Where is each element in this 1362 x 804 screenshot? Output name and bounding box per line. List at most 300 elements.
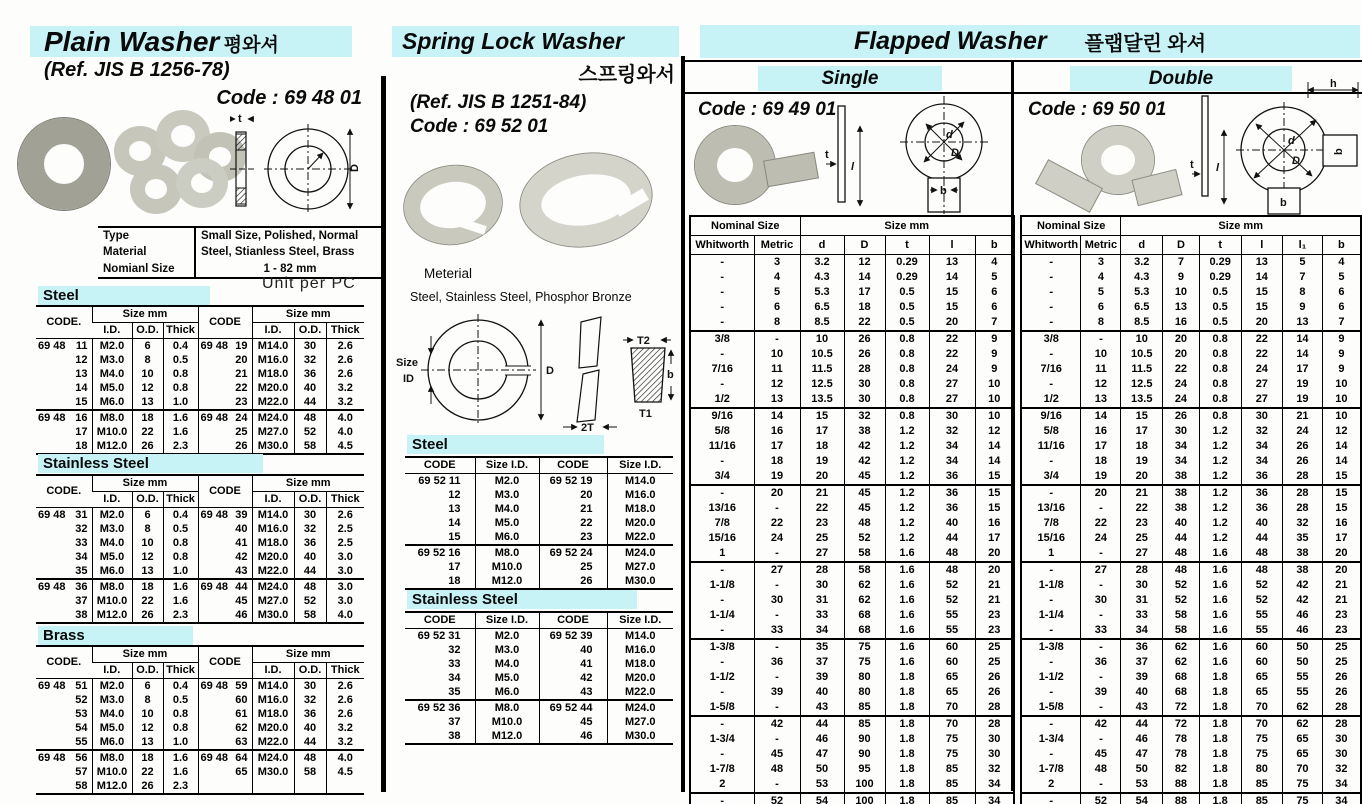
section-steel: Steel [38, 286, 210, 305]
cell: M20.0 [252, 721, 294, 735]
cell: 68 [844, 623, 885, 639]
cell: 44 [800, 716, 844, 732]
cell: 3.0 [326, 579, 364, 594]
cell: 20 [929, 315, 975, 331]
cell: 48 [929, 546, 975, 562]
cell: 37 [448, 715, 461, 728]
column-header: CODE [539, 612, 607, 629]
cell: 26 [132, 439, 163, 454]
cell: M3.0 [92, 693, 132, 707]
cell: M3.0 [92, 522, 132, 536]
spring-lock-code: Code : 69 52 01 [410, 116, 549, 137]
cell: 23 [1322, 608, 1361, 623]
cell: - [690, 562, 754, 578]
cell: 10 [800, 331, 844, 347]
column-header: CODE [539, 457, 607, 474]
dim-label-t: t [1190, 159, 1194, 171]
cell: 14 [1322, 454, 1361, 469]
cell: 1.0 [163, 735, 198, 750]
cell: 4 [975, 255, 1014, 271]
cell: 22 [929, 331, 975, 347]
cell: 21 [539, 502, 607, 516]
cell: - [1081, 608, 1121, 623]
cell: M4.0 [92, 707, 132, 721]
cell: 0.8 [163, 707, 198, 721]
cell: 2.6 [326, 707, 364, 721]
plain-steel [36, 305, 364, 455]
dim-label-t: t [238, 113, 242, 125]
cell: 12.5 [800, 377, 844, 392]
cell: 22 [844, 315, 885, 331]
cell: M10.0 [92, 425, 132, 439]
table-row [690, 732, 1014, 747]
table-row [405, 671, 673, 685]
cell: 22 [132, 765, 163, 779]
cell: 17 [1283, 362, 1323, 377]
cell: 8.5 [1121, 315, 1163, 331]
cell: 44 [1241, 531, 1283, 546]
cell: 3.0 [326, 594, 364, 608]
cell: 69 52 39 [539, 629, 607, 644]
cell: M18.0 [252, 707, 294, 721]
cell: 30 [1241, 408, 1283, 424]
cell: - [690, 485, 754, 501]
cell: 4.0 [326, 750, 364, 765]
cell: 1-7/8 [709, 763, 735, 775]
cell: 1.6 [885, 593, 929, 608]
cell: 13 [1163, 300, 1200, 315]
cell: 43 [800, 700, 844, 716]
cell: 0.8 [163, 550, 198, 564]
cell: 19 [800, 454, 844, 469]
cell: 6 [132, 508, 163, 523]
cell: 42 [1081, 716, 1121, 732]
cell: 1-3/8 [1021, 639, 1081, 655]
cell: 13 [929, 255, 975, 271]
cell: 42 [539, 671, 607, 685]
cell: 38 [1283, 546, 1323, 562]
cell: 52 [294, 425, 326, 439]
plain-washer-title-bar [30, 26, 352, 57]
cell: 48 [294, 750, 326, 765]
cell: 38 [1163, 469, 1200, 485]
column-divider [381, 76, 386, 792]
cell: 46 [1121, 732, 1163, 747]
cell: 15 [1241, 300, 1283, 315]
cell: 70 [929, 716, 975, 732]
code-cell: 21 [198, 367, 252, 381]
cell: 52 [929, 593, 975, 608]
cell: 15 [975, 485, 1014, 501]
cell: 19 [1283, 377, 1323, 392]
cell: 36 [294, 707, 326, 721]
cell: 32 [975, 762, 1014, 777]
column-header: CODE [405, 612, 475, 629]
cell: 1.8 [885, 685, 929, 700]
table-row [36, 707, 364, 721]
cell: 48 [1241, 546, 1283, 562]
cell: 16 [1322, 516, 1361, 531]
cell: 1.6 [1199, 655, 1241, 670]
cell: 34 [1322, 777, 1361, 793]
cell: - [720, 271, 725, 283]
table-row [690, 347, 1014, 362]
cell: 1.8 [1199, 700, 1241, 716]
spring-lock-ref: (Ref. JIS B 1251-84) [410, 92, 587, 113]
table-row [690, 392, 1014, 408]
cell: 3/4 [714, 470, 730, 482]
cell: 42 [1283, 593, 1323, 608]
cell: 24 [1163, 392, 1200, 408]
cell: 69 52 19 [539, 474, 607, 489]
column-header: Size mm [92, 306, 198, 323]
cell: 1.2 [885, 439, 929, 454]
cell: 30 [975, 747, 1014, 762]
dim-label-b: b [1280, 197, 1287, 209]
cell: 6 [1081, 300, 1121, 315]
cell: M2.0 [475, 474, 539, 489]
cell: 80 [844, 685, 885, 700]
cell: - [754, 331, 800, 347]
cell: 65 [929, 685, 975, 700]
cell: 2.3 [163, 779, 198, 794]
cell: - [1049, 271, 1054, 283]
cell: 17 [448, 560, 461, 573]
cell: 80 [1241, 762, 1283, 777]
dim-label-b: b [1333, 148, 1345, 155]
cell: 8 [132, 353, 163, 367]
code-cell: 15 [75, 395, 88, 408]
double-header: Double [1070, 66, 1292, 91]
cell: 4.0 [326, 608, 364, 623]
cell: 1.6 [1199, 578, 1241, 593]
cell: M18.0 [607, 502, 673, 516]
cell: - [1081, 501, 1121, 516]
cell: 12 [132, 550, 163, 564]
cell: 1.8 [1199, 732, 1241, 747]
cell: 0.8 [163, 367, 198, 381]
table-row [36, 693, 364, 707]
cell: M8.0 [92, 579, 132, 594]
table-row [1021, 670, 1361, 685]
cell: 0.8 [885, 392, 929, 408]
cell: 8 [1081, 315, 1121, 331]
cell: M10.0 [92, 594, 132, 608]
cell: 34 [800, 623, 844, 639]
table-row [1021, 408, 1361, 424]
cell: 11.5 [800, 362, 844, 377]
cell: 19 [1121, 454, 1163, 469]
code-cell: 69 48 64 [198, 750, 252, 765]
cell: 45 [844, 485, 885, 501]
cell: 10 [975, 408, 1014, 424]
cell: 28 [1283, 485, 1323, 501]
cell: 32 [929, 424, 975, 439]
cell: 10 [975, 392, 1014, 408]
code-cell: 57 [75, 765, 88, 778]
cell: 36 [929, 485, 975, 501]
cell: 40 [294, 721, 326, 735]
cell: 6 [132, 339, 163, 354]
spring-steel [405, 456, 673, 590]
cell: 18 [754, 454, 800, 469]
cell: 9 [1322, 347, 1361, 362]
cell: 44 [929, 531, 975, 546]
cell: 6 [754, 300, 800, 315]
cell: 16 [1081, 424, 1121, 439]
spring-lock-title: Spring Lock Washer [402, 28, 624, 54]
column-header: CODE. [36, 306, 92, 339]
table-row [36, 750, 364, 765]
cell: 33 [448, 657, 461, 670]
column-header: I.D. [92, 492, 132, 508]
cell: 1.6 [163, 765, 198, 779]
cell: 18 [132, 579, 163, 594]
cell: 75 [1283, 777, 1323, 793]
cell: M30.0 [252, 608, 294, 623]
cell: 34 [1163, 439, 1200, 454]
cell: 10 [132, 707, 163, 721]
cell: 36 [754, 655, 800, 670]
cell: 3.2 [326, 395, 364, 410]
cell: 10 [1081, 347, 1121, 362]
cell: 14 [844, 270, 885, 285]
cell: M14.0 [607, 629, 673, 644]
cell: 50 [1121, 762, 1163, 777]
cell [294, 779, 326, 794]
header-row [1021, 216, 1361, 236]
header-row [405, 612, 673, 629]
code-cell: 69 48 31 [38, 508, 88, 521]
cell: 5/8 [1043, 425, 1059, 437]
cell: 48 [754, 762, 800, 777]
cell: 26 [975, 670, 1014, 685]
cell: 95 [844, 762, 885, 777]
cell: 8 [1283, 285, 1323, 300]
cell: 4.0 [326, 425, 364, 439]
cell: 28 [844, 362, 885, 377]
plain-washer-code: Code : 69 48 01 [216, 87, 362, 109]
code-cell: 52 [75, 693, 88, 706]
cell: 58 [294, 439, 326, 454]
cell: 22 [132, 594, 163, 608]
column-header: Size mm [1121, 216, 1361, 236]
cell: 34 [1322, 793, 1361, 804]
cell: M22.0 [607, 530, 673, 545]
code-cell: 17 [75, 425, 88, 438]
cell: 10.5 [800, 347, 844, 362]
cell: 13 [1241, 255, 1283, 271]
cell: 34 [975, 793, 1014, 804]
cell: - [1021, 485, 1081, 501]
column-header: Thick [326, 323, 364, 339]
cell: M20.0 [252, 381, 294, 395]
cell: - [1021, 716, 1081, 732]
column-header: d [1121, 236, 1163, 255]
cell: - [720, 594, 725, 606]
cell: 1.2 [885, 516, 929, 531]
cell: - [1049, 656, 1054, 668]
cell: 12 [975, 424, 1014, 439]
cell: M16.0 [252, 353, 294, 367]
cell: M20.0 [252, 550, 294, 564]
table-row [36, 579, 364, 594]
cell: M18.0 [607, 657, 673, 671]
cell: 30 [1322, 747, 1361, 762]
cell: 9 [1322, 362, 1361, 377]
cell: 62 [1283, 700, 1323, 716]
cell: 53 [800, 777, 844, 793]
cell: 28 [975, 716, 1014, 732]
plain-washer-ref: (Ref. JIS B 1256-78) [44, 59, 230, 81]
cell: 45 [1081, 747, 1121, 762]
cell: 20 [975, 562, 1014, 578]
cell: 6 [132, 679, 163, 694]
cell: 1-1/4 [709, 609, 735, 621]
cell: 28 [1283, 469, 1323, 485]
cell: 55 [929, 608, 975, 623]
cell: 50 [1283, 655, 1323, 670]
cell: 36 [929, 469, 975, 485]
cell: 26 [539, 574, 607, 589]
cell: 52 [844, 531, 885, 546]
cell: 4 [1322, 255, 1361, 271]
single-table-table [689, 215, 1015, 804]
table-row [690, 408, 1014, 424]
cell: 48 [294, 579, 326, 594]
code-cell: 42 [198, 550, 252, 564]
cell: - [1049, 316, 1054, 328]
cell: M8.0 [92, 750, 132, 765]
cell: 48 [294, 410, 326, 425]
cell: 69 52 24 [539, 545, 607, 560]
code-cell: 46 [198, 608, 252, 623]
cell: 62 [844, 593, 885, 608]
cell: 33 [800, 608, 844, 623]
table-row [36, 522, 364, 536]
cell: 85 [844, 700, 885, 716]
section-stainless-steel: Stainless Steel [38, 454, 263, 473]
column-header: Size I.D. [607, 612, 673, 629]
cell: 30 [1081, 593, 1121, 608]
cell: 44 [294, 564, 326, 579]
cell: 0.5 [163, 693, 198, 707]
section-brass: Brass [38, 626, 193, 645]
cell: 13 [132, 564, 163, 579]
dim-label-T2: T2 [637, 335, 650, 347]
cell: 3.2 [326, 721, 364, 735]
code-cell: 69 48 51 [38, 679, 88, 692]
spring-steel-table [405, 456, 673, 590]
column-header: I.D. [252, 492, 294, 508]
cell: 42 [844, 454, 885, 469]
cell: M12.0 [475, 729, 539, 744]
column-header: Size mm [800, 216, 1014, 236]
cell: 30 [294, 339, 326, 354]
cell: 38 [1163, 485, 1200, 501]
cell: 6.5 [800, 300, 844, 315]
cell: 14 [1081, 408, 1121, 424]
cell: - [720, 656, 725, 668]
cell: 1-3/4 [709, 733, 735, 745]
cell: 48 [1081, 762, 1121, 777]
cell: 65 [1283, 747, 1323, 762]
cell: 1.8 [1199, 777, 1241, 793]
cell: 11 [1081, 362, 1121, 377]
cell: 31 [1121, 593, 1163, 608]
cell: 17 [975, 531, 1014, 546]
cell: 2.5 [326, 522, 364, 536]
cell: 34 [929, 454, 975, 469]
cell: 30 [1322, 732, 1361, 747]
table-row [98, 244, 384, 260]
cell: 48 [1163, 562, 1200, 578]
code-cell: 35 [75, 564, 88, 577]
washer-image [176, 158, 228, 208]
plain-brass [36, 645, 364, 795]
cell: 1.2 [1199, 424, 1241, 439]
cell: 16 [975, 516, 1014, 531]
column-header: CODE. [36, 646, 92, 679]
cell: 12 [132, 721, 163, 735]
cell: 13.5 [1121, 392, 1163, 408]
cell: M24.0 [252, 750, 294, 765]
cell: 46 [800, 732, 844, 747]
dim-label-d: d [946, 129, 953, 141]
cell: 25 [800, 531, 844, 546]
cell: 34 [1121, 623, 1163, 639]
cell: 23 [975, 608, 1014, 623]
flapped-washer-title-korean: 플랩달린 와셔 [1084, 33, 1207, 55]
cell: 1.8 [885, 670, 929, 685]
cell: 1.2 [1199, 501, 1241, 516]
cell: 15 [975, 469, 1014, 485]
cell: 24 [1241, 362, 1283, 377]
table-row [36, 550, 364, 564]
cell: 24 [1081, 531, 1121, 546]
header-row [405, 457, 673, 474]
code-cell: 65 [198, 765, 252, 779]
table-row [1021, 362, 1361, 377]
cell: 53 [1121, 777, 1163, 793]
cell: 24 [1283, 424, 1323, 439]
cell: 3/4 [1043, 470, 1059, 482]
cell: M18.0 [252, 536, 294, 550]
cell: 1.6 [885, 562, 929, 578]
cell: 47 [800, 747, 844, 762]
cell: 5 [1283, 255, 1323, 271]
cell: 25 [975, 639, 1014, 655]
cell: M14.0 [252, 339, 294, 354]
cell: 27 [929, 392, 975, 408]
code-cell: 55 [75, 735, 88, 748]
cell: - [720, 378, 725, 390]
table-row [690, 531, 1014, 546]
cell: M20.0 [607, 516, 673, 530]
cell: 32 [294, 353, 326, 367]
cell: 0.8 [1199, 362, 1241, 377]
cell: M5.0 [475, 516, 539, 530]
cell: M5.0 [92, 381, 132, 395]
cell: - [690, 793, 754, 804]
cell: 1.8 [885, 700, 929, 716]
column-header: CODE [405, 457, 475, 474]
cell: M30.0 [252, 765, 294, 779]
washer-image [399, 160, 507, 251]
cell: 43 [539, 685, 607, 700]
cell: 21 [1322, 593, 1361, 608]
cell: 26 [132, 779, 163, 794]
